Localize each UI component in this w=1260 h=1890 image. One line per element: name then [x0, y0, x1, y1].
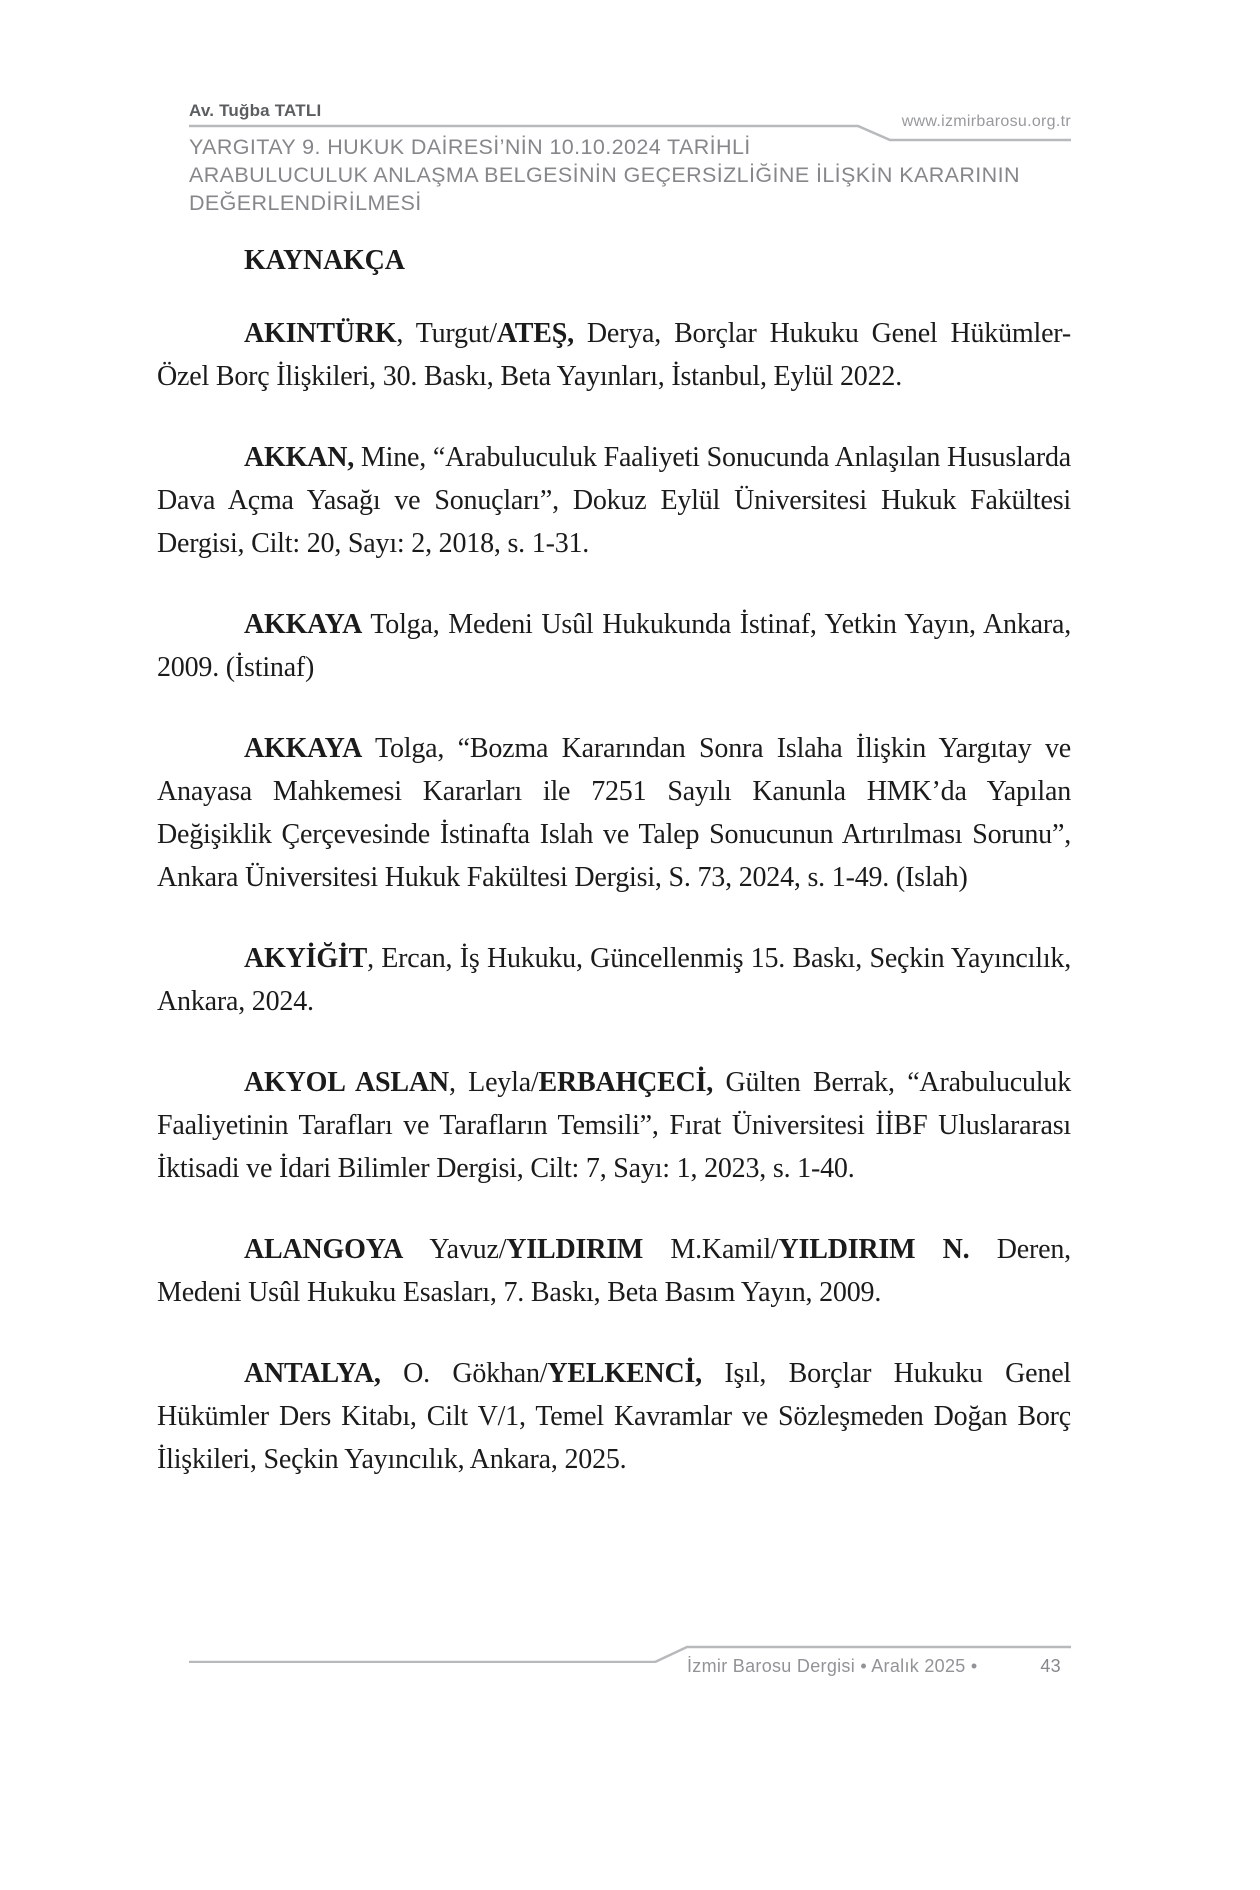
page-number: 43 — [1040, 1656, 1061, 1676]
bibliography-entry: ALANGOYA Yavuz/YILDIRIM M.Kamil/YILDIRIM N. Deren, Medeni Usûl Hukuku Esasları, 7. Baskı, Beta Basım Yayın, 2009. — [157, 1234, 1071, 1308]
footer-journal-info: İzmir Barosu Dergisi • Aralık 2025 • — [687, 1656, 978, 1676]
bibliography-entries — [157, 312, 1071, 1481]
article-title — [189, 133, 1089, 217]
bibliography-section — [157, 239, 1071, 1481]
bibliography-entry: AKKAYA Tolga, “Bozma Kararından Sonra Islaha İlişkin Yargıtay ve Anayasa Mahkemesi Kararları ile 7251 Sayılı Kanunla HMK’da Yapılan Değişiklik Çerçevesinde İstinafta Islah ve Talep Sonucunun Artırılması Sorunu”, Ankara Üniversitesi Hukuk Fakültesi Dergisi, S. 73, 2024, s. 1-49. (Islah) — [157, 733, 1071, 893]
website-url: www.izmirbarosu.org.tr — [901, 113, 1071, 130]
bibliography-heading: KAYNAKÇA — [244, 245, 405, 276]
bibliography-entry: ANTALYA, O. Gökhan/YELKENCİ, Işıl, Borçlar Hukuku Genel Hükümler Ders Kitabı, Cilt V/1, Temel Kavramlar ve Sözleşmeden Doğan Borç İlişkileri, Seçkin Yayıncılık, Ankara, 2025. — [157, 1358, 1072, 1475]
article-title-line: YARGITAY 9. HUKUK DAİRESİ’NİN 10.10.2024 TARİHLİ — [189, 135, 751, 159]
article-title-line: ARABULUCULUK ANLAŞMA BELGESİNİN GEÇERSİZLİĞİNE İLİŞKİN KARARININ — [189, 163, 1020, 187]
article-title-line: DEĞERLENDİRİLMESİ — [189, 191, 422, 215]
bibliography-entry: AKINTÜRK, Turgut/ATEŞ, Derya, Borçlar Hukuku Genel Hükümler-Özel Borç İlişkileri, 30. Baskı, Beta Yayınları, İstanbul, Eylül 2022. — [157, 318, 1071, 392]
bibliography-entry: AKKAYA Tolga, Medeni Usûl Hukukunda İstinaf, Yetkin Yayın, Ankara, 2009. (İstinaf) — [157, 609, 1071, 683]
bibliography-entry: AKKAN, Mine, “Arabuluculuk Faaliyeti Sonucunda Anlaşılan Hususlarda Dava Açma Yasağı ve Sonuçları”, Dokuz Eylül Üniversitesi Hukuk Fakültesi Dergisi, Cilt: 20, Sayı: 2, 2018, s. 1-31. — [157, 442, 1071, 559]
bibliography-entry: AKYİĞİT, Ercan, İş Hukuku, Güncellenmiş 15. Baskı, Seçkin Yayıncılık, Ankara, 2024. — [157, 943, 1071, 1017]
author-name: Av. Tuğba TATLI — [189, 101, 322, 120]
footer — [687, 1656, 1071, 1677]
bibliography-entry: AKYOL ASLAN, Leyla/ERBAHÇECİ, Gülten Berrak, “Arabuluculuk Faaliyetinin Tarafları ve Tarafların Temsili”, Fırat Üniversitesi İİBF Uluslararası İktisadi ve İdari Bilimler Dergisi, Cilt: 7, Sayı: 1, 2023, s. 1-40. — [157, 1067, 1071, 1184]
